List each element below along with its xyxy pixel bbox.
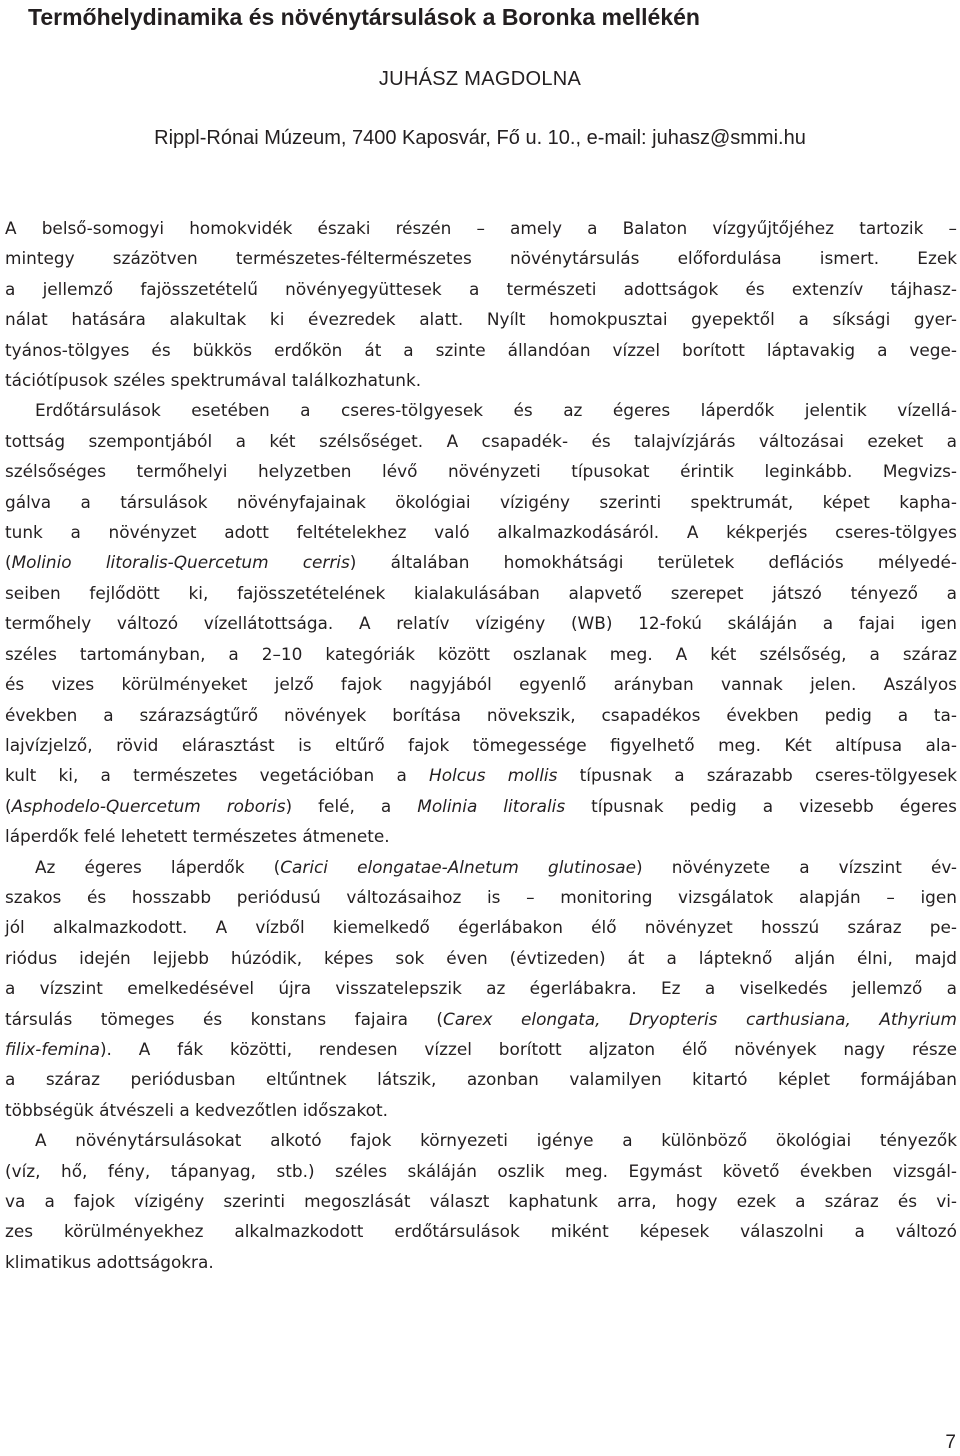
text-line — [5, 791, 957, 821]
text-line — [5, 669, 957, 699]
text-segment: jól alkalmazkodott. A vízből kiemelkedő égerlábakon élő növényzet hosszú száraz pe- — [5, 917, 957, 938]
text-line — [5, 213, 957, 243]
text-line — [5, 973, 957, 1003]
text-segment: többségük átvészeli a kedvezőtlen időszakot. — [5, 1099, 388, 1120]
italic-species-name: Carex elongata, Dryopteris carthusiana, Athyrium — [443, 1008, 958, 1029]
italic-species-name: Asphodelo-Quercetum roboris — [11, 795, 286, 816]
author-name: JUHÁSZ MAGDOLNA — [378, 68, 582, 90]
text-segment: A növénytársulásokat alkotó fajok környezeti igénye a különböző ökológiai tényezők — [35, 1130, 957, 1151]
italic-species-name: Holcus mollis — [429, 765, 558, 786]
text-line — [5, 487, 957, 517]
text-segment: (víz, hő, fény, tápanyag, stb.) széles skáláján oszlik meg. Egymást követő években vizsgál- — [5, 1160, 957, 1181]
text-segment: ) általában homokhátsági területek deflációs mélyedé- — [349, 552, 957, 573]
text-line — [5, 547, 957, 577]
text-line — [5, 243, 957, 273]
text-line — [5, 760, 957, 790]
text-line — [5, 365, 957, 395]
text-line — [5, 1034, 957, 1064]
italic-species-name: Carici elongatae-Alnetum glutinosae — [280, 856, 636, 877]
text-segment: zes körülményekhez alkalmazkodott erdőtársulások miként képesek válaszolni a változó — [5, 1221, 957, 1242]
text-segment: seiben fejlődött ki, fajösszetételének kialakulásában alapvető szerepet játszó tényező a — [5, 582, 957, 603]
italic-species-name: Molinia litoralis — [417, 795, 566, 816]
text-segment: lajvízjelző, rövid elárasztást is eltűrő fajok tömegessége figyelhető meg. Két altípusa ala- — [5, 734, 957, 755]
text-line — [5, 456, 957, 486]
text-line — [5, 700, 957, 730]
text-segment: termőhely változó vízellátottsága. A relatív vízigény (WB) 12-fokú skáláján a fajai igen — [5, 613, 957, 634]
paragraph — [5, 395, 957, 851]
text-line — [5, 517, 957, 547]
text-segment: ( — [5, 552, 12, 573]
text-line — [5, 608, 957, 638]
text-segment: években a szárazságtűrő növények borítása növekszik, csapadékos években pedig a ta- — [5, 704, 957, 725]
text-segment: kult ki, a természetes vegetációban a — [5, 765, 430, 786]
author-affiliation: Rippl-Rónai Múzeum, 7400 Kaposvár, Fő u. 10., e-mail: juhasz@smmi.hu — [154, 127, 806, 149]
text-segment: széles tartományban, a 2–10 kategóriák között oszlanak meg. A két szélsőség, a száraz — [5, 643, 957, 664]
italic-species-name: filix-femina — [5, 1038, 100, 1059]
text-segment: A belső-somogyi homokvidék északi részén – amely a Balaton vízgyűjtőjéhez tartozik – — [5, 218, 957, 238]
text-line — [5, 1125, 957, 1155]
text-line — [5, 335, 957, 365]
text-segment: ( — [5, 795, 12, 816]
text-segment: mintegy százötven természetes-féltermészetes növénytársulás előfordulása ismert. Ezek — [5, 248, 957, 269]
article-title: Termőhelydinamika és növénytársulások a Boronka mellékén — [28, 4, 700, 30]
text-line — [5, 912, 957, 942]
text-segment: szakos és hosszabb periódusú változásaihoz is – monitoring vizsgálatok alapján – igen — [5, 886, 957, 907]
text-line — [5, 395, 957, 425]
text-segment: a jellemző fajösszetételű növényegyüttesek a természeti adottságok és extenzív tájhasz- — [5, 278, 957, 299]
text-line — [5, 274, 957, 304]
text-segment: láperdők felé lehetett természetes átmenete. — [5, 826, 390, 847]
text-line — [5, 578, 957, 608]
text-segment: klimatikus adottságokra. — [5, 1251, 214, 1272]
text-segment: Erdőtársulások esetében a cseres-tölgyesek és az égeres láperdők jelentik vízellá- — [35, 400, 957, 421]
text-line — [5, 304, 957, 334]
text-segment: ) felé, a — [285, 795, 418, 816]
text-segment: és vizes körülményeket jelző fajok nagyjából egyenlő arányban vannak jelen. Aszályos — [5, 674, 957, 695]
text-segment: ) növényzete a vízszint év- — [636, 856, 958, 877]
text-segment: riódus idején lejjebb húzódik, képes sok éven (évtizeden) át a lápteknő alján élni, majd — [5, 947, 957, 968]
text-segment: nálat hatására alakultak ki évezredek alatt. Nyílt homokpusztai gyepektől a síksági gyer- — [5, 309, 957, 330]
page-number: 7 — [945, 1432, 956, 1453]
text-segment: gálva a társulások növényfajainak ökológiai vízigény szerinti spektrumát, képet kapha- — [5, 491, 957, 512]
text-segment: tottság szempontjából a két szélsőséget. A csapadék- és talajvízjárás változásai ezeket a — [5, 430, 957, 451]
text-line — [5, 882, 957, 912]
paragraph — [5, 852, 957, 1126]
text-segment: szélsőséges termőhelyi helyzetben lévő növényzeti típusokat érintik leginkább. Megvizs- — [5, 461, 957, 482]
text-line — [5, 852, 957, 882]
text-line — [5, 639, 957, 669]
text-line — [5, 1216, 957, 1246]
text-segment: társulás tömeges és konstans fajaira ( — [5, 1008, 444, 1029]
text-line — [5, 1064, 957, 1094]
article-body — [5, 213, 957, 1277]
text-segment: tunk a növényzet adott feltételekhez való alkalmazkodásáról. A kékperjés cseres-tölgyes — [5, 522, 957, 543]
text-segment: ). A fák közötti, rendesen vízzel borított aljzaton élő növények nagy része — [99, 1038, 957, 1059]
text-segment: a száraz periódusban eltűntnek látszik, azonban valamilyen kitartó képlet formájában — [5, 1069, 957, 1090]
paragraph — [5, 1125, 957, 1277]
text-line — [5, 730, 957, 760]
text-segment: típusnak a szárazabb cseres-tölgyesek — [557, 765, 958, 786]
text-line — [5, 426, 957, 456]
text-line — [5, 1004, 957, 1034]
text-line — [5, 1156, 957, 1186]
text-line — [5, 1186, 957, 1216]
text-segment: va a fajok vízigény szerinti megoszlását választ kaphatunk arra, hogy ezek a száraz és vi- — [5, 1191, 957, 1211]
text-line — [5, 1247, 957, 1277]
text-line — [5, 943, 957, 973]
text-line — [5, 821, 957, 851]
text-segment: tyános-tölgyes és bükkös erdőkön át a szinte állandóan vízzel borított láptavakig a vege- — [5, 339, 957, 360]
text-segment: a vízszint emelkedésével újra visszatelepszik az égerlábakra. Ez a viselkedés jellemző a — [5, 978, 957, 999]
text-segment: tációtípusok széles spektrumával találkozhatunk. — [5, 370, 422, 391]
text-line — [5, 1095, 957, 1125]
italic-species-name: Molinio litoralis-Quercetum cerris — [11, 552, 350, 573]
text-segment: típusnak pedig a vizesebb égeres — [565, 795, 957, 816]
text-segment: Az égeres láperdők ( — [35, 856, 281, 877]
paragraph — [5, 213, 957, 395]
